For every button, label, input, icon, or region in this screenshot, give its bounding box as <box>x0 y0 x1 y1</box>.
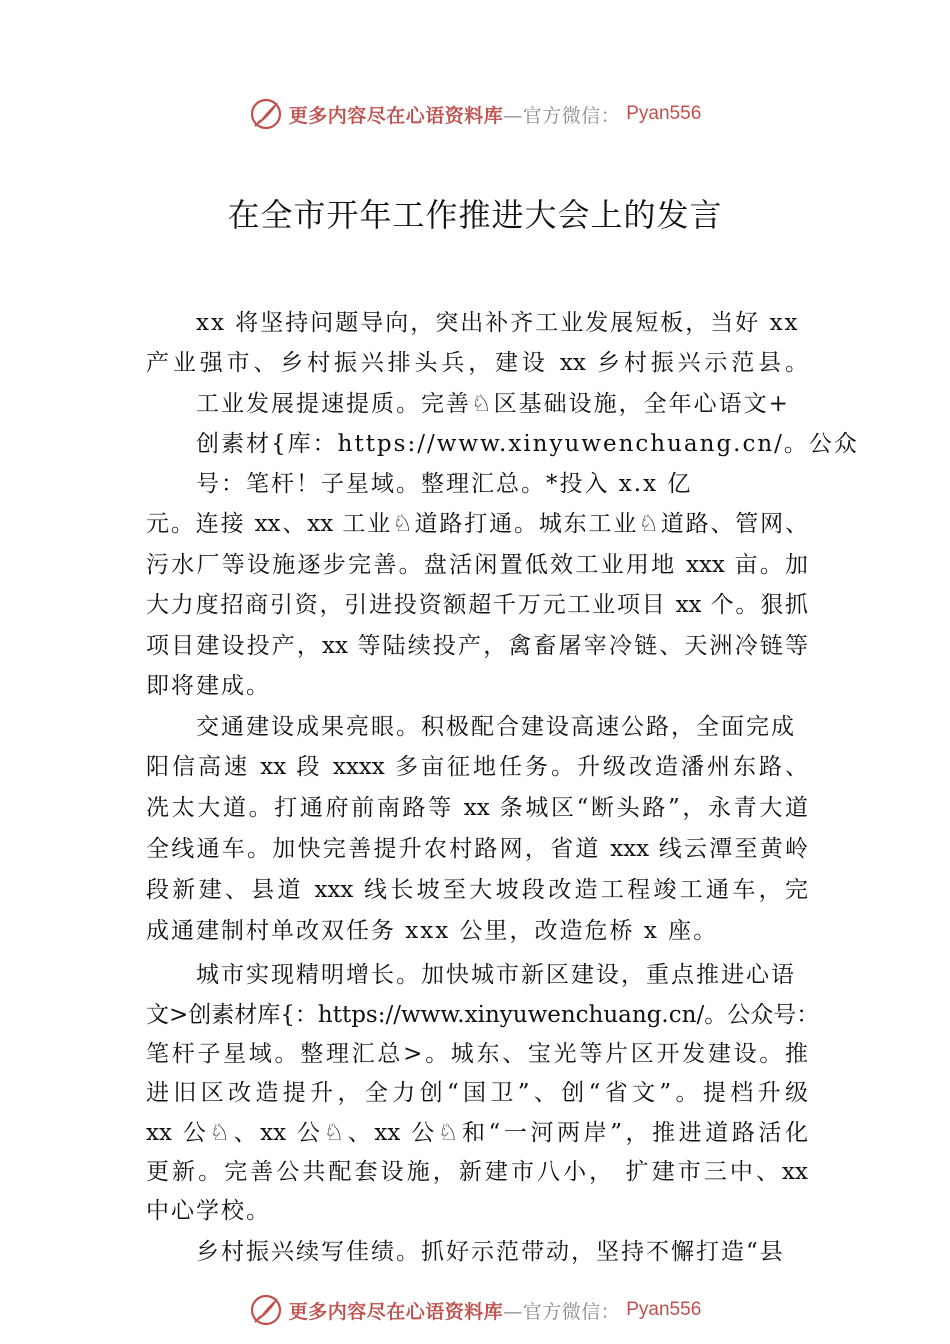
text-line: 文>创素材库{：https://www.xinyuwenchuang.cn/。公众号： <box>146 1002 820 1028</box>
text-line: 阳信高速 xx 段 xxxx 多亩征地任务。升级改造潘州东路、 <box>146 754 808 780</box>
text-line: 中心学校。 <box>146 1198 271 1224</box>
text-line: 工业发展提速提质。完善♘区基础设施，全年心语文+ <box>196 391 790 417</box>
watermark-gray-text: —官方微信： <box>503 104 621 127</box>
text-line: 笔杆子星域。整理汇总>。城东、宝光等片区开发建设。推 <box>146 1041 808 1067</box>
watermark-gray-text: —官方微信： <box>503 1300 621 1323</box>
watermark-header <box>0 94 950 134</box>
text-line: 元。连接 xx、xx 工业♘道路打通。城东工业♘道路、管网、 <box>146 511 808 537</box>
quill-logo-icon <box>249 97 283 131</box>
watermark-red-text: 更多内容尽在心语资料库 <box>288 104 504 127</box>
text-line: 产业强市、乡村振兴排头兵，建设 xx 乡村振兴示范县。 <box>146 350 808 376</box>
text-line: xx 将坚持问题导向，突出补齐工业发展短板，当好 xx <box>196 310 800 336</box>
text-line: 城市实现精明增长。加快城市新区建设，重点推进心语 <box>196 962 796 988</box>
page-title: 在全市开年工作推进大会上的发言 <box>227 196 723 234</box>
quill-logo-icon <box>249 1293 283 1327</box>
text-line: 更新。完善公共配套设施，新建市八小， 扩建市三中、xx <box>146 1159 808 1185</box>
text-line: 项目建设投产，xx 等陆续投产，禽畜屠宰冷链、天洲冷链等 <box>146 633 808 659</box>
text-line: 交通建设成果亮眼。积极配合建设高速公路，全面完成 <box>196 714 796 740</box>
text-line: 冼太大道。打通府前南路等 xx 条城区“断头路”，永青大道 <box>146 795 808 821</box>
watermark-id: Pyan556 <box>626 103 702 124</box>
text-line: 进旧区改造提升，全力创“国卫”、创“省文”。提档升级 <box>146 1080 808 1106</box>
watermark-footer <box>0 1290 950 1330</box>
text-line: 号：笔杆！子星域。整理汇总。*投入 x.x 亿 <box>196 471 693 497</box>
text-line: 乡村振兴续写佳绩。抓好示范带动，坚持不懈打造“县 <box>196 1239 785 1265</box>
text-line: 污水厂等设施逐步完善。盘活闲置低效工业用地 xxx 亩。加 <box>146 552 808 578</box>
text-line: 成通建制村单改双任务 xxx 公里，改造危桥 x 座。 <box>146 918 719 944</box>
text-line: 即将建成。 <box>146 673 271 699</box>
watermark-id: Pyan556 <box>626 1299 702 1320</box>
text-line: 段新建、县道 xxx 线长坡至大坡段改造工程竣工通车，完 <box>146 877 808 903</box>
watermark-text <box>289 101 621 128</box>
text-line: 全线通车。加快完善提升农村路网，省道 xxx 线云潭至黄岭 <box>146 836 808 862</box>
watermark-text <box>289 1297 621 1324</box>
watermark-red-text: 更多内容尽在心语资料库 <box>288 1300 504 1323</box>
text-line: 创素材{库：https://www.xinyuwenchuang.cn/。公众 <box>196 431 859 457</box>
text-line: xx 公♘、xx 公♘、xx 公♘和“一河两岸”，推进道路活化 <box>146 1120 808 1146</box>
text-line: 大力度招商引资，引进投资额超千万元工业项目 xx 个。狠抓 <box>146 592 808 618</box>
